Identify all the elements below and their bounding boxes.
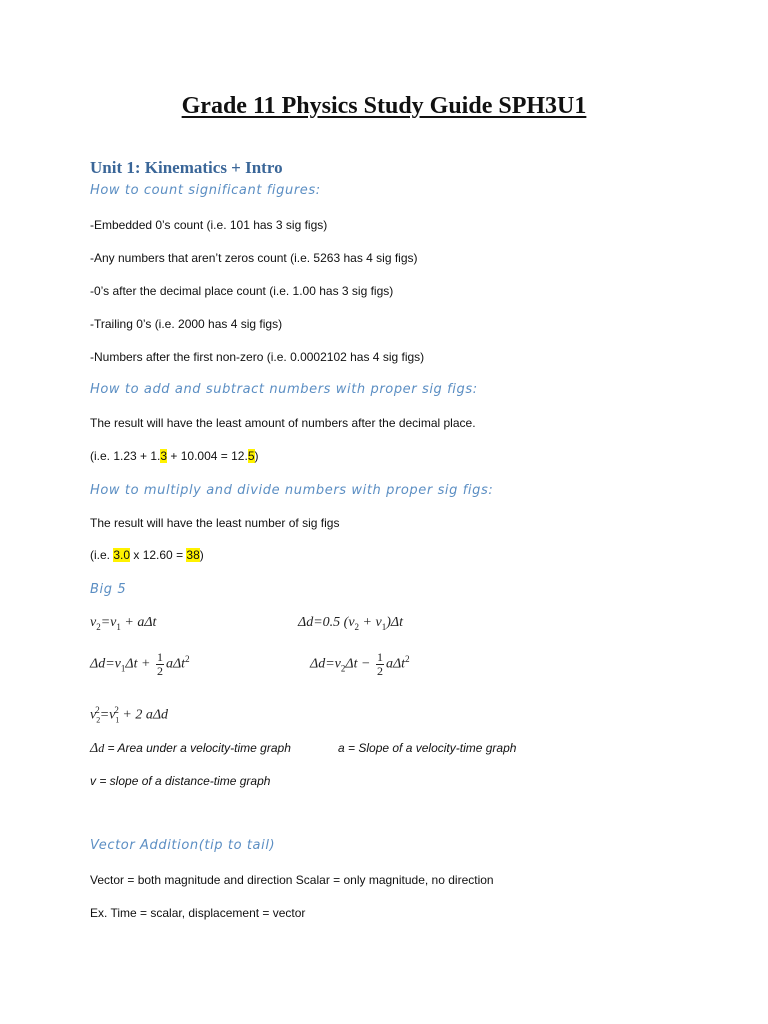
- equation-v-squared: $v_2^2=v_1^2 + 2$ aΔd: [90, 705, 169, 725]
- add-subtract-rule: The result will have the least amount of numbers after the decimal place.: [90, 416, 476, 430]
- page-title: Grade 11 Physics Study Guide SPH3U1: [181, 93, 587, 119]
- vector-heading: Vector Addition(tip to tail): [90, 838, 276, 853]
- fraction-half: $\frac{1}{2}$: [376, 650, 383, 678]
- equation-d-v1: $\Delta d=v_1\Delta t$ + $\frac{1}{2}$ aΔt$^2$: [90, 650, 190, 678]
- unit-heading: Unit 1: Kinematics + Intro: [90, 158, 283, 177]
- vector-definition: Vector = both magnitude and direction Scalar = only magnitude, no direction: [90, 873, 494, 887]
- equation-d-v2: $\Delta d=v_2\Delta t$ − $\frac{1}{2}$ aΔt$^2$: [310, 650, 410, 678]
- highlight: 3.0: [113, 548, 131, 562]
- sig-fig-rule: -Trailing 0’s (i.e. 2000 has 4 sig figs): [90, 317, 283, 331]
- sig-fig-rule: -Any numbers that aren’t zeros count (i.e. 5263 has 4 sig figs): [90, 251, 418, 265]
- multiply-divide-rule: The result will have the least number of sig figs: [90, 516, 340, 530]
- v-definition: v = slope of a distance-time graph: [90, 774, 271, 788]
- fraction-half: $\frac{1}{2}$: [156, 650, 163, 678]
- highlight: 38: [186, 548, 200, 562]
- highlight: 3: [160, 449, 168, 463]
- sig-fig-rule: -0’s after the decimal place count (i.e. 1.00 has 3 sig figs): [90, 284, 394, 298]
- sig-figs-heading: How to count significant figures:: [90, 183, 321, 198]
- multiply-divide-heading: How to multiply and divide numbers with proper sig figs:: [90, 483, 494, 498]
- a-definition: a = Slope of a velocity-time graph: [338, 741, 517, 755]
- multiply-divide-example: (i.e. 3.0 x 12.60 = 38): [90, 548, 204, 562]
- equation-v2: $v_2=v_1 + a\Delta t$: [90, 615, 157, 632]
- equation-d-avg: Δd=0.5 $(v_2 + v_1)\Delta t$: [298, 615, 403, 632]
- add-subtract-example: (i.e. 1.23 + 1.3 + 10.004 = 12.5): [90, 449, 259, 463]
- big5-heading: Big 5: [90, 582, 127, 597]
- add-subtract-heading: How to add and subtract numbers with proper sig figs:: [90, 382, 478, 397]
- highlight: 5: [247, 449, 255, 463]
- sig-fig-rule: -Numbers after the first non-zero (i.e. 0.0002102 has 4 sig figs): [90, 350, 425, 364]
- sig-fig-rule: -Embedded 0’s count (i.e. 101 has 3 sig figs): [90, 218, 328, 232]
- vector-example: Ex. Time = scalar, displacement = vector: [90, 906, 306, 920]
- delta-d-definition: Δd = Area under a velocity-time graph: [90, 741, 291, 756]
